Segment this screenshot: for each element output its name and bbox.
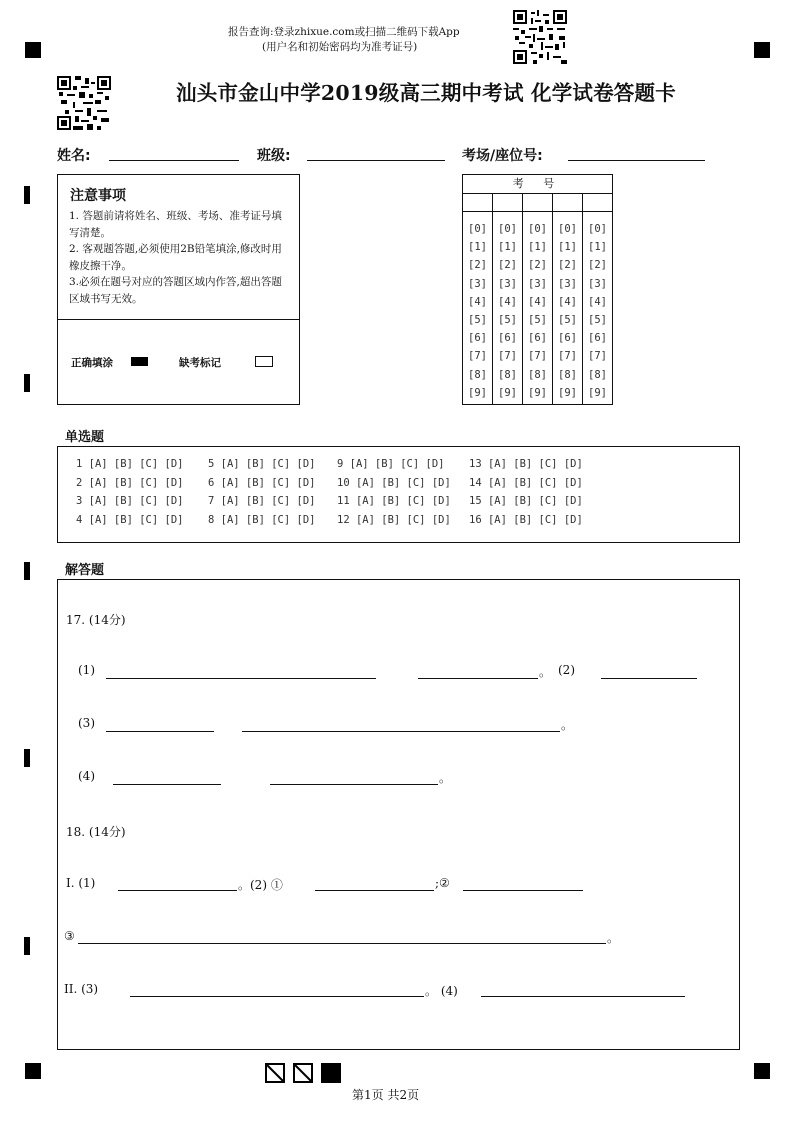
exam-id-title: 考 号 bbox=[463, 175, 612, 194]
choice-item[interactable]: 10 [A] [B] [C] [D] bbox=[337, 477, 451, 489]
q18-circle3-label: ③ bbox=[64, 929, 75, 943]
choice-item[interactable]: 3 [A] [B] [C] [D] bbox=[76, 495, 184, 507]
choice-item[interactable]: 16 [A] [B] [C] [D] bbox=[469, 514, 583, 526]
absent-mark-label: 缺考标记 bbox=[179, 357, 221, 369]
punctuation: 。 bbox=[607, 931, 620, 945]
exam-id-bubble[interactable]: [9] bbox=[468, 386, 487, 399]
exam-id-write-cell[interactable] bbox=[493, 193, 523, 211]
answer-line[interactable] bbox=[270, 784, 438, 785]
exam-id-bubble[interactable]: [8] bbox=[498, 368, 517, 381]
answer-line[interactable] bbox=[78, 943, 606, 944]
exam-id-column bbox=[553, 211, 583, 404]
registration-mark bbox=[25, 1063, 41, 1079]
exam-id-bubble[interactable]: [7] bbox=[498, 350, 517, 363]
exam-id-bubble[interactable]: [9] bbox=[558, 386, 577, 399]
exam-id-bubble[interactable]: [2] bbox=[498, 259, 517, 272]
exam-id-write-cell[interactable] bbox=[583, 193, 612, 211]
exam-id-bubble[interactable]: [7] bbox=[528, 350, 547, 363]
exam-id-bubble[interactable]: [1] bbox=[558, 241, 577, 254]
punctuation: 。 bbox=[439, 771, 452, 785]
exam-id-write-cell[interactable] bbox=[553, 193, 583, 211]
exam-id-column bbox=[493, 211, 523, 404]
answer-box bbox=[57, 579, 740, 1050]
page-marker-icon bbox=[265, 1063, 285, 1083]
exam-id-bubble[interactable]: [9] bbox=[498, 386, 517, 399]
choice-item[interactable]: 2 [A] [B] [C] [D] bbox=[76, 477, 184, 489]
exam-id-bubble[interactable]: [4] bbox=[558, 295, 577, 308]
notice-body bbox=[69, 208, 291, 307]
timing-mark bbox=[24, 186, 30, 204]
exam-id-bubble[interactable]: [1] bbox=[528, 241, 547, 254]
registration-mark bbox=[25, 42, 41, 58]
exam-id-bubble[interactable]: [5] bbox=[588, 314, 607, 327]
exam-id-bubble[interactable]: [4] bbox=[588, 295, 607, 308]
question-17-heading: 17. (14分) bbox=[66, 613, 126, 627]
q18-I-label: I. (1) bbox=[66, 876, 96, 890]
exam-id-bubble[interactable]: [5] bbox=[528, 314, 547, 327]
exam-id-bubble[interactable]: [9] bbox=[588, 386, 607, 399]
answer-line[interactable] bbox=[315, 890, 434, 891]
report-query-text: 报告查询:登录zhixue.com或扫描二维码下载App bbox=[228, 26, 460, 38]
timing-mark bbox=[24, 937, 30, 955]
exam-id-bubble[interactable]: [0] bbox=[558, 223, 577, 235]
exam-id-bubble[interactable]: [9] bbox=[528, 386, 547, 399]
exam-id-bubble[interactable]: [4] bbox=[498, 295, 517, 308]
notice-item: 3.必须在题号对应的答题区域内作答,超出答题区域书写无效。 bbox=[69, 276, 282, 305]
exam-id-bubble[interactable]: [2] bbox=[558, 259, 577, 272]
exam-id-bubble[interactable]: [6] bbox=[588, 332, 607, 345]
exam-id-bubbles bbox=[463, 211, 612, 404]
answer-line[interactable] bbox=[463, 890, 583, 891]
answer-line[interactable] bbox=[242, 731, 560, 732]
answers-title: 解答题 bbox=[65, 563, 105, 578]
name-field[interactable] bbox=[109, 160, 239, 161]
timing-mark bbox=[24, 562, 30, 580]
choice-item[interactable]: 9 [A] [B] [C] [D] bbox=[337, 458, 445, 470]
exam-id-bubble[interactable]: [8] bbox=[528, 368, 547, 381]
exam-id-column bbox=[583, 211, 612, 404]
seat-field[interactable] bbox=[568, 160, 705, 161]
page-marker-filled bbox=[321, 1063, 341, 1083]
exam-id-bubble[interactable]: [0] bbox=[468, 223, 487, 235]
class-label: 班级: bbox=[257, 148, 291, 164]
exam-id-bubble[interactable]: [5] bbox=[468, 314, 487, 327]
exam-id-bubble[interactable]: [5] bbox=[498, 314, 517, 327]
answer-line[interactable] bbox=[106, 678, 376, 679]
choice-item[interactable]: 6 [A] [B] [C] [D] bbox=[208, 477, 316, 489]
notice-item: 2. 客观题答题,必须使用2B铅笔填涂,修改时用橡皮擦干净。 bbox=[69, 243, 282, 272]
exam-id-column bbox=[523, 211, 553, 404]
exam-id-bubble[interactable]: [6] bbox=[498, 332, 517, 345]
choice-item[interactable]: 11 [A] [B] [C] [D] bbox=[337, 495, 451, 507]
choice-item[interactable]: 7 [A] [B] [C] [D] bbox=[208, 495, 316, 507]
registration-mark bbox=[754, 1063, 770, 1079]
seat-label: 考场/座位号: bbox=[462, 148, 543, 164]
registration-mark bbox=[754, 42, 770, 58]
exam-id-column bbox=[463, 211, 493, 404]
exam-id-bubble[interactable]: [6] bbox=[528, 332, 547, 345]
q18-II-label: II. (3) bbox=[64, 982, 99, 996]
notice-item: 1. 答题前请将姓名、班级、考场、准考证号填写清楚。 bbox=[69, 210, 282, 239]
exam-id-bubble[interactable]: [3] bbox=[558, 277, 577, 290]
choice-item[interactable]: 1 [A] [B] [C] [D] bbox=[76, 458, 184, 470]
answer-line[interactable] bbox=[118, 890, 237, 891]
exam-id-box bbox=[462, 174, 613, 405]
page-marker-icon bbox=[293, 1063, 313, 1083]
answer-line[interactable] bbox=[113, 784, 221, 785]
exam-id-bubble[interactable]: [6] bbox=[558, 332, 577, 345]
timing-mark bbox=[24, 749, 30, 767]
exam-id-bubble[interactable]: [6] bbox=[468, 332, 487, 345]
exam-id-bubble[interactable]: [1] bbox=[468, 241, 487, 254]
choice-item[interactable]: 12 [A] [B] [C] [D] bbox=[337, 514, 451, 526]
q18-II-part4-label: 。 (4) bbox=[425, 984, 458, 998]
q17-part4-label: (4) bbox=[78, 769, 95, 783]
q18-I-circle2-label: ;② bbox=[435, 876, 450, 890]
exam-id-bubble[interactable]: [7] bbox=[558, 350, 577, 363]
choice-item[interactable]: 15 [A] [B] [C] [D] bbox=[469, 495, 583, 507]
exam-id-bubble[interactable]: [3] bbox=[528, 277, 547, 290]
answer-line[interactable] bbox=[601, 678, 697, 679]
exam-id-bubble[interactable]: [4] bbox=[528, 295, 547, 308]
answer-line[interactable] bbox=[106, 731, 214, 732]
timing-mark bbox=[24, 374, 30, 392]
q17-part1-label: (1) bbox=[78, 663, 95, 677]
exam-id-bubble[interactable]: [3] bbox=[498, 277, 517, 290]
answer-line[interactable] bbox=[481, 996, 685, 997]
class-field[interactable] bbox=[307, 160, 445, 161]
exam-id-bubble[interactable]: [1] bbox=[498, 241, 517, 254]
exam-id-bubble[interactable]: [5] bbox=[558, 314, 577, 327]
exam-id-bubble[interactable]: [3] bbox=[588, 277, 607, 290]
answer-line[interactable] bbox=[418, 678, 538, 679]
punctuation: 。 bbox=[539, 665, 552, 679]
exam-id-write-cell[interactable] bbox=[463, 193, 493, 211]
exam-id-bubble[interactable]: [8] bbox=[468, 368, 487, 381]
choice-item[interactable]: 8 [A] [B] [C] [D] bbox=[208, 514, 316, 526]
exam-id-bubble[interactable]: [7] bbox=[468, 350, 487, 363]
exam-id-bubble[interactable]: [4] bbox=[468, 295, 487, 308]
exam-id-bubble[interactable]: [3] bbox=[468, 277, 487, 290]
qr-code-icon bbox=[513, 10, 567, 64]
exam-id-bubble[interactable]: [2] bbox=[528, 259, 547, 272]
exam-id-bubble[interactable]: [8] bbox=[588, 368, 607, 381]
q18-I-part2-label: 。(2) ① bbox=[238, 878, 283, 892]
exam-id-bubble[interactable]: [0] bbox=[498, 223, 517, 235]
q17-part2-label: (2) bbox=[558, 663, 575, 677]
exam-id-bubble[interactable]: [0] bbox=[588, 223, 607, 235]
single-choice-box bbox=[57, 446, 740, 543]
page-number: 第1页 共2页 bbox=[352, 1088, 420, 1102]
choice-item[interactable]: 5 [A] [B] [C] [D] bbox=[208, 458, 316, 470]
exam-id-bubble[interactable]: [1] bbox=[588, 241, 607, 254]
correct-fill-label: 正确填涂 bbox=[71, 357, 113, 369]
choice-item[interactable]: 4 [A] [B] [C] [D] bbox=[76, 514, 184, 526]
report-query-note: (用户名和初始密码均为准考证号) bbox=[262, 41, 418, 53]
choice-item[interactable]: 13 [A] [B] [C] [D] bbox=[469, 458, 583, 470]
filled-bubble-sample bbox=[131, 357, 148, 366]
q17-part3-label: (3) bbox=[78, 716, 95, 730]
single-choice-title: 单选题 bbox=[65, 430, 105, 445]
exam-id-write-cells[interactable] bbox=[463, 193, 612, 212]
exam-id-bubble[interactable]: [7] bbox=[588, 350, 607, 363]
exam-id-write-cell[interactable] bbox=[523, 193, 553, 211]
answer-line[interactable] bbox=[130, 996, 424, 997]
punctuation: 。 bbox=[561, 718, 574, 732]
exam-id-bubble[interactable]: [2] bbox=[468, 259, 487, 272]
question-18-heading: 18. (14分) bbox=[66, 825, 126, 839]
exam-id-bubble[interactable]: [0] bbox=[528, 223, 547, 235]
exam-id-bubble[interactable]: [8] bbox=[558, 368, 577, 381]
page-title: 汕头市金山中学2019级高三期中考试 化学试卷答题卡 bbox=[176, 81, 676, 105]
choice-item[interactable]: 14 [A] [B] [C] [D] bbox=[469, 477, 583, 489]
name-label: 姓名: bbox=[57, 148, 91, 164]
divider bbox=[58, 319, 299, 320]
notice-box bbox=[57, 174, 300, 405]
absent-mark-checkbox[interactable] bbox=[255, 356, 273, 367]
exam-id-bubble[interactable]: [2] bbox=[588, 259, 607, 272]
qr-code-icon bbox=[57, 76, 111, 130]
notice-title: 注意事项 bbox=[70, 188, 126, 204]
